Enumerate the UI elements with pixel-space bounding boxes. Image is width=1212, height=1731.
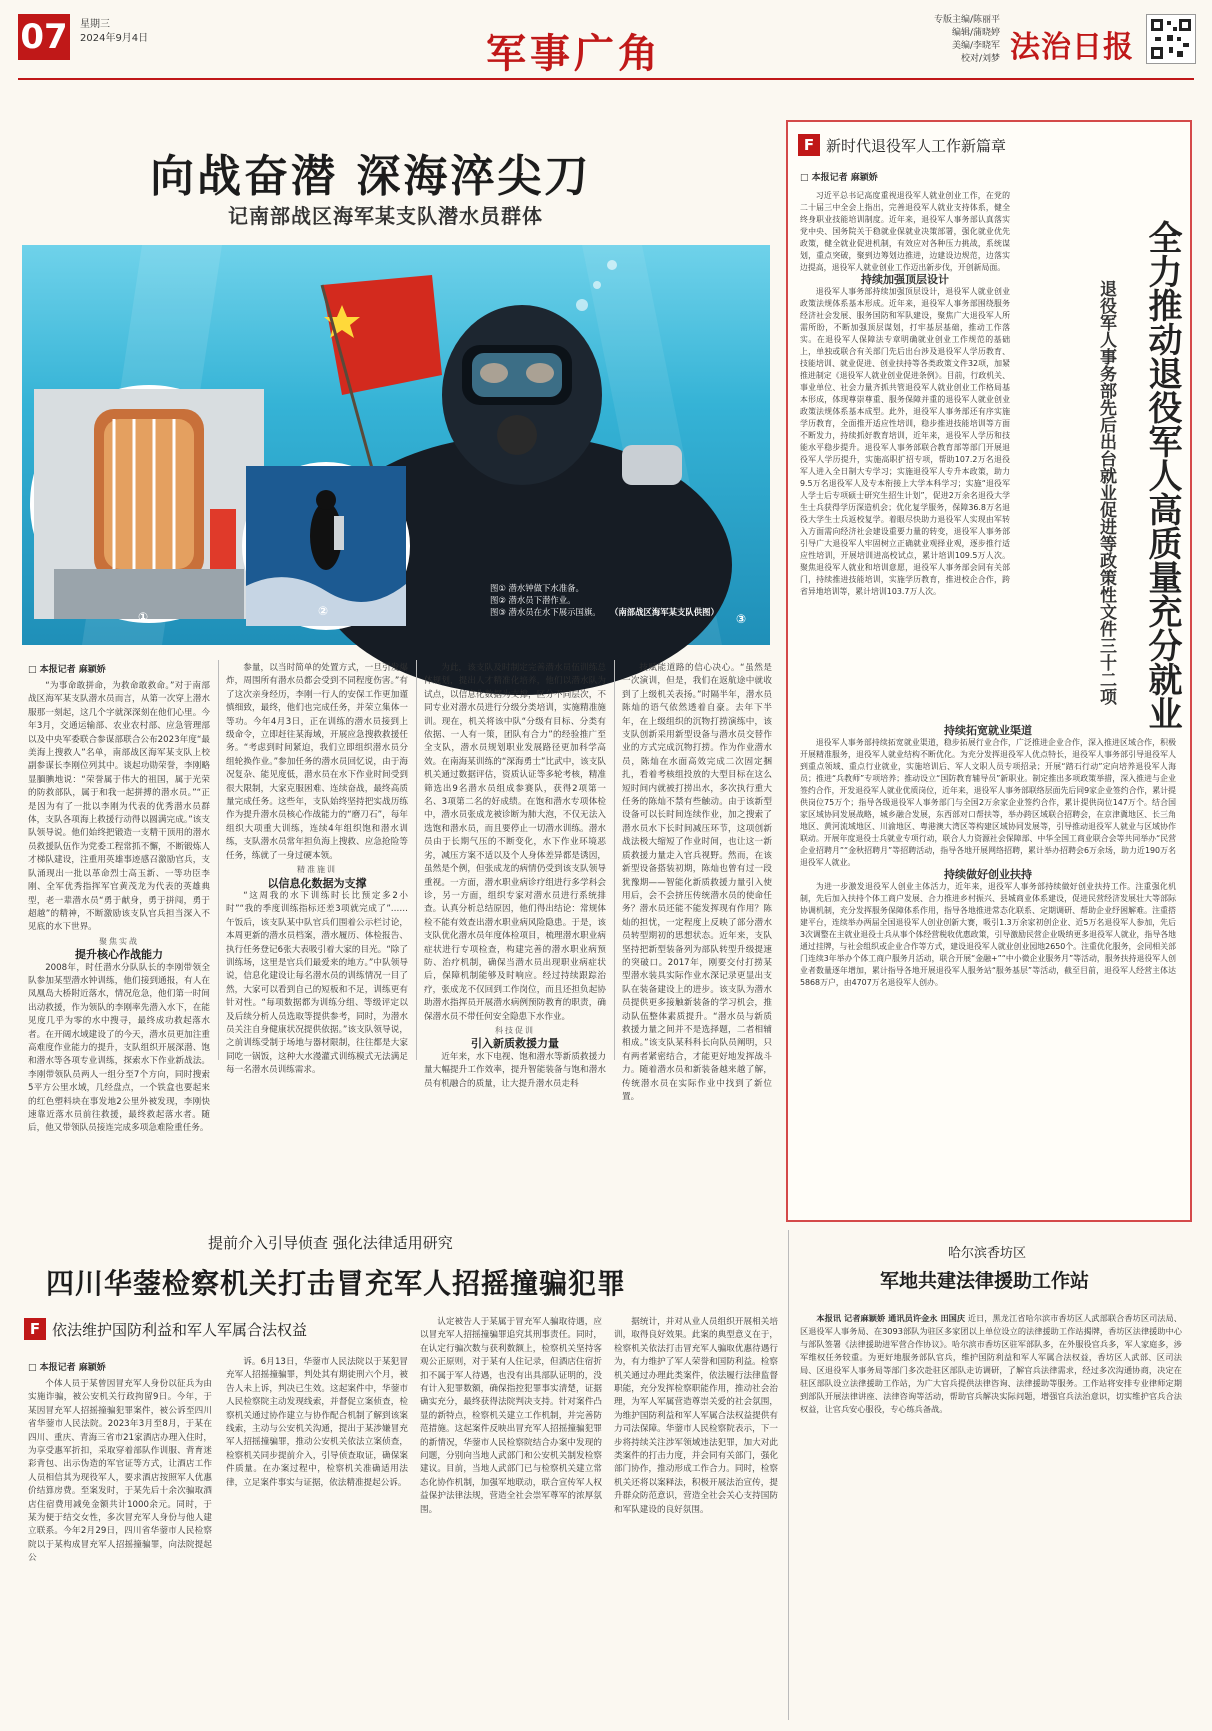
subhead: 持续加强顶层设计 [861, 273, 949, 286]
masthead-rule [18, 78, 1194, 80]
column-divider [788, 1230, 789, 1720]
article2-column-3 [420, 1316, 602, 1718]
article3-body [800, 1312, 1182, 1716]
sidebar-byline: □ 本报记者 麻颖娇 [800, 173, 878, 183]
paragraph: 退役军人事务部持续拓宽就业渠道，稳步拓展行业合作，广泛推进企业合作，深入推进区域合作，积极开展精准服务，退役军人就业结构不断优化。为充分发挥退役军人优点特长，退役军人事务部引导退役军人到重点领域、重点行业就业，实施培训后、军人文职人员专项招录；开展“踏石行动”定向培养退役军人海员；推进“兵教师”专项培养；推动设立“国防教育辅导员”新职业。制定推出多项政策举措，深入推进与企业签约合作，开发退役军人就业优质岗位，近年来，退役军人事务部联络层面先后同9家企业签约合作，累计提供岗位75万个；指导各级退役军人事务部门与全国2万余家企业签约合作，累计提供岗位147万个。结合国家区域协同发展战略，城乡融合发展，东西部对口帮扶等，举办跨区域联合招聘会，在京津冀地区、长三角地区、黄河流域地区、川渝地区、粤港澳大湾区等构建区域协同发展等，引导推动退役军人就业与区域协作联动。开展年度退役士兵就业专项行动，联合人力资源社会保障部、中华全国工商业联合会等共同举办“民营企业招聘月”“金秋招聘月”等招聘活动，指导各地开展网络招聘，累计举办招聘会6万余场，助力近190万名退役军人就业。 [800, 738, 1176, 867]
paragraph: “为事命敢拼命，为救命敢救命。”对于南部战区海军某支队潜水员而言，从第一次穿上潜水服那一刻起，这几个字就深深刻在他们心里。今年3月，交通运输部、农业农村部、应急管理部以及中央军委联合参谋部联合公布2023年度“最美海上搜救人”名单，南部战区海军某支队上校副参谋长李刚位列其中。谈起功勋荣誉，李刚略显腼腆地说：“荣誉属于伟大的祖国，属于光荣的防救部队，属于和我一起拼搏的潜水员。”“正是因为有了一批以李刚为代表的优秀潜水员群体，支队各项海上救援行动得以圆满完成。”该支队领导说。他们始终把锻造一支精干顶用的潜水员救援队伍作为党委工程常抓不懈，不断锻炼人才梯队建设，注重用英雄事迹感召激励官兵，支队涌现出一批以革命烈士高玉新、一等功臣李刚、全军优秀指挥军官黄茂龙为代表的英雄典型，老一辈潜水员“勇于献身，勇于拼闯，勇于超越”的精神，不断激励该支队官兵担当深入不见底的水下世界。 [28, 681, 210, 933]
photo-label-1: ① [138, 610, 149, 624]
sidebar-vertical-title: 全力推动退役军人高质量充分就业 [1142, 220, 1182, 730]
paragraph: “这周我的水下训练时长比预定多2小时”“我的季度训练指标还差3项就完成了”……午饭后，该支队某中队官兵们围着公示栏讨论，本周更新的潜水员档案，潜水履历、体检报告、执行任务登记6张大表吸引着大家的目光。“除了训练场，这里是官兵们最爱来的地方。”中队领导说，信息化建设让每名潜水员的训练情况一目了然，大家可以看到自己的短板和不足，训练更有针对性。“每项数据都为训练分组、等级评定以及后续分析人员选取等提供参考，同时，为潜水员关注自身健康状况提供依据。”该支队领导说，之前训练受制于场地与器材限制，往往都是大家同吃一锅饭，这种大水漫灌式训练模式无法满足每一名潜水员训练需求。 [226, 890, 408, 1076]
paragraph: 退役军人事务部持续加强顶层设计，退役军人就业创业政策法规体系基本形成。近年来，退役军人事务部围绕服务经济社会发展、服务国防和军队建设，聚焦广大退役军人所需所盼，不断加强顶层谋划，打牢基层基础，推动工作落实。在退役军人保障法专章明确就业创业工作规范的基础上，单独或联合有关部门先后出台涉及退役军人学历教育、技能培训、就业促进、创业扶持等各类政策文件32项，加紧推进制定《退役军人就业创业促进条例》。目前，行政机关、事业单位、社会力量齐抓共管退役军人就业创业工作格局基本形成，体现尊崇尊重、服务保障并重的退役军人就业创业政策法规体系基本成型。此外，退役军人事务部还有序实施学历教育，全面推开适应性培训，稳步推进技能培训等方面不断发力，持续抓好教育培训，近年来，退役军人学历和技能水平稳步提升。退役军人事务部联合教育部等部门开展退役军人学历提升，实施高职扩招专项，帮助107.2万名退役军人进入全日制大专学习；实施退役军人专升本政策，助力9.5万名退役军人及专本衔接上大学本科学习；实施“退役军人学士后专项硕士研究生招生计划”，促进2万余名退役大学生士兵获得学历深造机会；优化复学服务，保障36.8万名退役大学生士兵返校复学。着眼尽快助力退役军人实现由军转入方面需向经济社会建设重要力量的转变，退役军人事务部引导广大退役军人牢固树立正确就业观择业观，逐步推行适应性培训，开展培训进高校试点，累计培训109.5万人次。聚焦退役军人就业和培训意愿，退役军人事务部会同有关部门，持续推进技能培训，实施学历教育，推进校企合作，跨省异地培训等，累计培训103.7万人次。 [800, 287, 1010, 596]
issue-date-block [80, 18, 148, 46]
paragraph: 为进一步激发退役军人创业主体活力，近年来，退役军人事务部持续做好创业扶持工作。注重强化机制，先后加入扶持个体工商户发展、合力推进乡村振兴、县城商业体系建设，促进民营经济发展壮大等部际协调机制，充分发挥服务保障体系作用，指导各地推进常态化联系、定期调研、帮助企业纾困解难。注重搭建平台，连续举办两届全国退役军人创业创新大赛，吸引1.3万余家初创企业、近5万名退役军人参加，先后3次调整在主就业退役士兵从事个体经营税收优惠政策，引导激励民营企业吸纳更多退役军人就业，指导各地通过挂牌，与社会组织或企业合作等方式，建设退役军人就业创业园地2650个。注重优化服务，会同相关部门连续3年举办个体工商户服务月活动，联合开展“金融+”“中小微企业服务月”等活动，服务扶持退役军人创业者数量逐年增加，累计指导各地开展退役军人服务站“服务基层”等活动，截至目前，退役军人经营主体达5868万户，由4707万名退役军人创办。 [800, 882, 1176, 987]
article1-byline: □ 本报记者 麻颖娇 [28, 665, 106, 675]
subhead: 以信息化数据为支撑 [267, 876, 367, 890]
article2-column-4 [614, 1316, 778, 1718]
article1-column-2 [226, 662, 408, 1076]
subhead: 持续做好创业扶持 [944, 868, 1032, 881]
paragraph: 个体人员于某曾因冒充军人身份以征兵为由实施诈骗，被公安机关行政拘留9日。今年，于某因冒充军人招摇撞骗犯罪案件，被公诉至四川省华蓥市人民法院。2023年3月至8月，于某在四川、重庆、青海三省市21家酒店办理入住时，为享受惠军折扣，采取穿着部队作训服、背育迷彩背包、出示伪造的军官证等方式，让酒店工作人员相信其为现役军人，要求酒店按照军人优惠价结算房费。至案发时，于某先后十余次骗取酒店住宿费用减免金额共计1000余元。同时，于某为便于结交女性，多次冒充军人身份与他人建立联系。今年2月29日，四川省华蓥市人民检察院以于某构成冒充军人招摇撞骗罪，向法院提起公 [28, 1379, 212, 1564]
column-divider [614, 660, 615, 1060]
section-title: 军事广角 [486, 30, 662, 77]
subhead: 引入新质救援力量 [471, 1037, 559, 1051]
sidebar-upper-column [800, 190, 1010, 720]
editor-line: 美编/李晓军 [951, 41, 1000, 51]
paragraph: 习近平总书记高度重视退役军人就业创业工作，在党的二十届三中全会上指出，完善退役军人就业支持体系，健全终身职业技能培训制度。近年来，退役军人事务部认真落实党中央、国务院关于稳就业保就业决策部署，强化就业优先政策，健全就业促进机制，有效应对各种压力挑战，系统谋划，重点突破，聚到边筹划边推进，边建设边规范，边落实边提高，退役军人就业创业工作迈出新步伐，开创新局面。 [800, 191, 1010, 272]
article2-kicker: 提前介入引导侦查 强化法律适用研究 [208, 1234, 453, 1252]
weekday: 星期三 [80, 19, 110, 30]
subhead-kicker: 科技促训 [495, 1025, 535, 1035]
sidebar-heading-block [798, 134, 1006, 156]
column-divider [416, 660, 417, 1060]
column-divider [218, 660, 219, 1060]
qr-code-icon [1146, 14, 1196, 64]
article1-column-4 [622, 662, 772, 1102]
article2-title: 四川华蓥检察机关打击冒充军人招摇撞骗犯罪 [46, 1267, 627, 1300]
page-number: 07 [18, 14, 70, 60]
editor-line: 校对/刘梦 [960, 54, 1000, 64]
paragraph: 参量，以当时简单的处置方式，一旦引发爆炸，周围所有潜水员都会受到不同程度伤害。”有了这次亲身经历，李刚一行人的安保工作更加谨慎细致，最终，他们也完成任务，并荣立集体一等功。今年4月3日，正在训练的潜水员接到上级命令，立即赶往某海域，开展应急搜救救援任务。“考虑到时间紧迫，我们立即组织潜水员分组轮换作业。”参加任务的潜水员回忆说，由于海况复杂、能见度低，潜水员在水下作业时间受到很大限制，大家克服困难、连续奋战，最终高质量完成任务。这些年，支队始终坚持把实战历练作为提升潜水员核心作战能力的“磨刀石”，每年组织大项重大训练，连续4年组织饱和潜水训练，支队潜水员常年担负海上搜救、应急抢险等任务，练就了一身过硬本领。 [226, 663, 408, 861]
paper-name-logo: 法治日报 [1010, 30, 1134, 65]
issue-date: 2024年9月4日 [80, 33, 149, 44]
article2-column-1 [28, 1378, 212, 1718]
paragraph [800, 1312, 1182, 1416]
photo-label-3: ③ [736, 612, 747, 626]
paragraph: 2008年，时任潜水分队队长的李刚带领全队参加某型潜水钟训练，他们接到通报，有人在凤凰岛大桥附近落水，情况危急，他们第一时间出动救援，作为领队的李刚率先潜入水下，在能见度几乎为零的水中搜寻，最终成功救起落水者。在开阔水域建设了的今天，潜水员更加注重高难度作业能力的提升，支队组织开展深潜、饱和潜水等各项专业训练，探索水下作业新战法。李刚带领队员两人一组分至7个方向，同时搜索5平方公里水域，几经盘点，一个铁盒也要起来的红色塑料块在事发地2公里外被发现，李刚快速靠近落水员前往救援，最终救起落水者。随后，他又带领队员接连完成多项急难险重任务。 [28, 962, 210, 1134]
paragraph: 为此，该支队及时制定完善潜水员伍训练总体规划，提出人才精准化培养，他们以潜水队为试点，以信息化数据为支撑，区分不同层次，不同专业对潜水员进行分级分类培训，实施精准施训。现在，机关将该中队“分级有目标、分类有依据、一人有一策，团队有合力”的经验推广至全支队，潜水员规划职业发展路径更加科学高效。在南海某训练的“深海勇士”比武中，该支队机关通过数据评估，资质认证等多轮考核，精准筛选出9名潜水员组成参赛队，获得2项第一名、3项第二名的好成绩。在饱和潜水专项体检中，潜水员张成龙被诊断为肺大泡，不仅无法入选饱和潜水员，而且要停止一切潜水训练。潜水员由于长期气压的不断变化，水下作业环境恶劣，减压方案不适以及个人身体差异都是诱因，虽然是个例，但张成龙的病情仍受到该支队领导重视。一方面，潜水职业病诊疗组进行多学科会诊，另一方面，组织专家对潜水员进行系统排查。认真分析总结原因，他们得出结论：常规体检不能有效查出潜水职业病风险隐患。于是，该支队优化潜水员年度体检项目，梳理潜水职业病症状进行专项检查，构建完善的潜水职业病预防、治疗机制，确保当潜水员出现职业病症状后，保障机制能够及时响应。经过持续跟踪治疗，张成龙不仅回到工作岗位，而且还担负起协助潜水指挥员开展潜水病例预防教育的职责，确保潜水员不带任何安全隐患下水作业。 [424, 663, 606, 1022]
article3-byline: 本报讯 记者麻颖娇 通讯员许金永 田国庆 [816, 1313, 966, 1323]
caption-line: 图① 潜水钟做下水准备。 [490, 583, 584, 593]
article1-subtitle: 记南部战区海军某支队潜水员群体 [228, 204, 543, 228]
article1-title: 向战奋潜 深海淬尖刀 [150, 151, 592, 202]
article3-text: 近日，黑龙江省哈尔滨市香坊区人武部联合香坊区司法局、区退役军人事务局、在3093部队为驻区多家团以上单位设立的法律援助工作站揭牌，香坊区法律援助中心与部队签署《法律援助进军营合作协议》。哈尔滨市香坊区驻军部队多，在外服役官兵多，军人家庭多，涉军维权任务较重。为更好地服务部队官兵，维护国防利益和军人军属合法权益，香坊区人武部、区司法局、区退役军人事务局等部门多次赴驻区部队走访调研，了解官兵法律需求，经过多次沟通协商，决定在驻区部队设立法律援助工作站，为广大官兵提供法律咨询、法律援助等服务。工作站将安排专业律师定期到部队开展法律讲座、法律咨询等活动，帮助官兵解决实际问题，增强官兵法治意识，切实维护官兵合法权益，让官兵安心服役，专心练兵备战。 [800, 1313, 1182, 1414]
article2-section-block [24, 1318, 307, 1340]
article2-section-heading: 依法维护国防利益和军人军属合法权益 [52, 1320, 308, 1339]
sidebar-vertical-subtitle: 退役军人事务部先后出台就业促进等政策性文件三十二项 [1096, 280, 1116, 705]
subhead: 持续拓宽就业渠道 [944, 724, 1032, 737]
editor-line: 专版主编/陈丽平 [933, 15, 1000, 25]
article1-column-1 [28, 680, 210, 1134]
sidebar-heading: 新时代退役军人工作新篇章 [826, 136, 1007, 155]
caption-line: 图② 潜水员下潜作业。 [490, 595, 576, 605]
article3-kicker: 哈尔滨香坊区 [948, 1246, 1027, 1261]
subhead-kicker: 精准施训 [297, 865, 337, 875]
paragraph: 诉。6月13日，华蓥市人民法院以于某犯冒充军人招摇撞骗罪，判处其有期徒刑六个月，被告人未上诉，判决已生效。这起案件中，华蓥市人民检察院主动发现线索，并督促立案侦查，检察机关通过协作建立与协作配合机制了解到该案线索，主动与公安机关沟通，提出于某涉嫌冒充军人招摇撞骗罪，推动公安机关依法立案侦查，检察机关同步提前介入，引导侦查取证，确保案件质量。在办案过程中，检察机关准确适用法律，立足案件事实与证据，依法精准提起公诉。 [226, 1357, 408, 1488]
photo-credit: （南部战区海军某支队供图） [610, 607, 719, 617]
editor-line: 编辑/蒲晓婷 [951, 28, 1000, 38]
article1-caption [490, 582, 601, 618]
article1-photo-diving-bell [30, 385, 268, 623]
article1-column-3 [424, 662, 606, 1089]
caption-line: 图③ 潜水员在水下展示国旗。 [490, 607, 601, 617]
paragraph: 技赋能道路的信心决心。“虽然是一次演训，但是，我们在返航途中就收到了上级机关表扬。”时隔半年，潜水员陈灿的语气依然透着自豪。去年下半年，在上级组织的沉物打捞演练中，该支队创新采用新型设备与潜水员交替作业的方式完成沉物打捞。作为作业潜水员，陈灿在水面高效完成二次固定捆扎，看着考核组投放的大型目标在这么短时间内就被打捞出水，多次执行重大任务的陈灿不禁有些触动。由于该新型设备可以长时间连续作业，加之搜索了潜水员水下长时间减压环节，这项创新战法极大缩短了作业时间，也让这一新质救援力量走入官兵视野。然而，在该新型设备搭装初期，陈灿也曾有过一段犹豫期——智能化新质救援力量引入使用后，会不会挤压传统潜水员的使命任务？潜水员还能不能发挥现有作用？陈灿的担忧，一定程度上反映了部分潜水员转型期初的思想状态。近年来，支队坚持把新型装备列为部队转型升级提速的突破口。2017年，刚要交付打捞某型潜水装具实际作业水深记录更显出支队在装备建设上的进步。该支队为潜水员提供更多接触新装备的学习机会，推动队伍整体素质提升。“潜水员与新质救援力量之间并不是选择题，二者相辅相成。”该支队某科科长向队员阐明，只有两者紧密结合，才能更好地发挥战斗力。随着潜水员和新装备越来越了解，传统潜水员在实际作业中找到了新位置。 [622, 663, 772, 1102]
article2-column-2 [226, 1356, 408, 1718]
article3-title: 军地共建法律援助工作站 [880, 1270, 1090, 1292]
subhead-kicker: 聚焦实战 [99, 936, 139, 946]
sidebar-lower-column [800, 725, 1176, 1207]
subhead: 提升核心作战能力 [75, 948, 163, 962]
section-badge-icon: F [798, 134, 820, 156]
paragraph: 近年来，水下电视、饱和潜水等新质救援力量大幅提升工作效率，提升智能装备与饱和潜水员有机融合的质量，让大提升潜水员走科 [424, 1051, 606, 1089]
photo-label-2: ② [318, 604, 329, 618]
paragraph: 认定被告人于某属于冒充军人骗取待遇，应以冒充军人招摇撞骗罪追究其刑事责任。同时，在认定行骗次数与获利数额上，检察机关坚持客观公正原则，对于某有人住记录，但酒店住宿折扣不属于军人待遇，也没有出具部队证明的，没有计入犯罪数额，确保指控犯罪事实清楚，证据确实充分，最终获得法院判决支持。针对案件凸显的新特点，检察机关建立工作机制，并完善防范措施。这起案件反映出冒充军人招摇撞骗犯罪的新情况，华蓥市人民检察院结合办案中发现的问题，分别向当地人武部门和公安机关制发检察建议。目前，当地人武部门已与检察机关建立常态化协作机制，加强军地联动，联合宣传军人权益保护法律法规，营造全社会崇军尊军的浓厚氛围。 [420, 1317, 602, 1515]
editors-block [880, 14, 1000, 66]
article2-byline: □ 本报记者 麻颖娇 [28, 1363, 106, 1373]
paragraph: 据统计，并对从业人员组织开展相关培训，取得良好效果。此案的典型意义在于，检察机关依法打击冒充军人骗取优惠待遇行为，有力维护了军人荣誉和国防利益。检察机关通过办理此类案件，依法履行法律监督职能，充分发挥检察职能作用，推动社会治理，为军人军属营造尊崇关爱的社会氛围，为维护国防利益和军人军属合法权益提供有力司法保障。华蓥市人民检察院表示，下一步将持续关注涉军领域违法犯罪，加大对此类案件的打击力度，并会同有关部门，强化部门协作，推动形成工作合力。同时，检察机关还将以案释法，积极开展法治宣传，提升群众防范意识，营造全社会关心支持国防和军队建设的良好氛围。 [614, 1317, 778, 1515]
section-badge-icon: F [24, 1318, 46, 1340]
